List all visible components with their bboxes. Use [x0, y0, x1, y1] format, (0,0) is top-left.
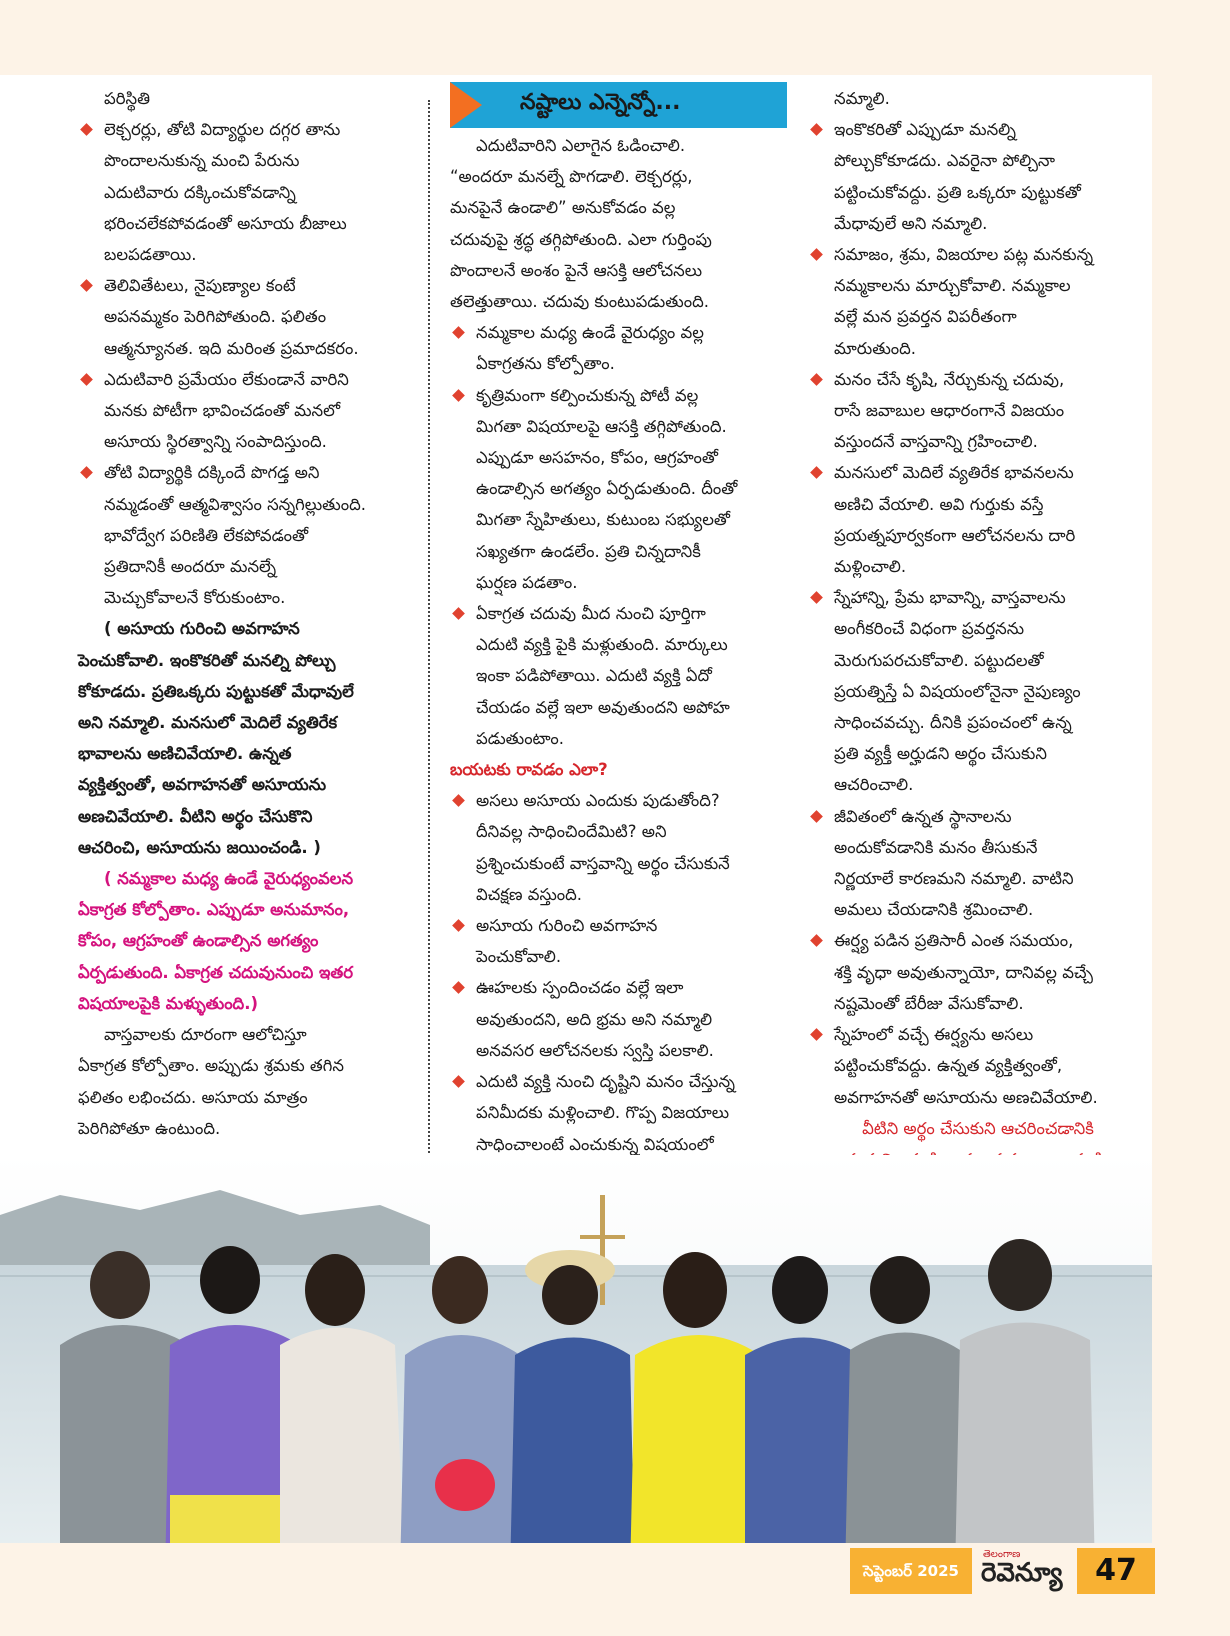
text-line: పరిస్థితి	[104, 89, 151, 108]
text-line: నమ్మడంతో ఆత్మవిశ్వాసం సన్నగిల్లుతుంది.	[104, 494, 366, 514]
highlight-paragraph	[78, 863, 398, 1019]
text-line: విషయాలపైకి మళ్ళుతుంది.)	[78, 993, 259, 1013]
text-line: మేధావులే అని నమ్మాలి.	[834, 213, 988, 233]
text-line: మనం చేసే కృషి, నేర్చుకున్న చదువు,	[834, 369, 1065, 389]
text-line: అవగాహనతో అసూయను అణచివేయాలి.	[834, 1087, 1098, 1107]
column-3	[808, 83, 1148, 1206]
text-line: ఎప్పుడూ అసహనం, కోపం, ఆగ్రహంతో	[476, 448, 719, 468]
text-line: ఏర్పడుతుంది. ఏకాగ్రత చదువునుంచి ఇతర	[78, 962, 354, 982]
text-line: తెలివితేటలు, నైపుణ్యాల కంటే	[104, 276, 296, 296]
text-line: దీనివల్ల సాధించిందేమిటి? అని	[476, 822, 667, 842]
text-line: ఏకాగ్రత కోల్పోతాం. ఎప్పుడూ అనుమానం,	[78, 900, 350, 920]
text-line: నమ్మాలి.	[834, 89, 890, 108]
banner-title: నష్టాలు ఎన్నెన్నో...	[520, 90, 681, 115]
text-line: అమలు చేయడానికి శ్రమించాలి.	[834, 900, 1034, 920]
text-line: పెంచుకోవాలి. ఇంకొకరితో మనల్ని పోల్చు	[78, 650, 336, 670]
page-number: 47	[1077, 1548, 1155, 1594]
magazine-brand	[977, 1548, 1077, 1594]
text-line: పోల్చుకోకూడదు. ఎవరైనా పోల్చినా	[834, 151, 1056, 171]
text-line: స్నేహంలో వచ్చే ఈర్ష్యను అసలు	[834, 1025, 1034, 1045]
text-line: ఇంకా పడిపోతాయి. ఎదుటి వ్యక్తి ఏదో	[476, 666, 712, 686]
text-line: పట్టించుకోవద్దు. ఉన్నత వ్యక్తిత్వంతో,	[834, 1056, 1063, 1076]
text-line: అసూయ గురించి అవగాహన	[476, 916, 658, 936]
text-line: పొందాలనే అంశం పైనే ఆసక్తి ఆలోచనలు	[450, 260, 703, 280]
text-line: అందుకోవడానికి మనం తీసుకునే	[834, 837, 1038, 857]
text-line: ( అసూయ గురించి అవగాహన	[104, 619, 300, 639]
text-line: ఊహలకు స్పందించడం వల్లే ఇలా	[476, 978, 684, 998]
text-line: వీటిని అర్థం చేసుకుని ఆచరించడానికి	[862, 1118, 1094, 1138]
text-line: ప్రతి వ్యక్తీ అర్హుడని అర్థం చేసుకుని	[834, 744, 1047, 764]
text-line: “అందరూ మనల్నే పొగడాలి. లెక్చరర్లు,	[450, 167, 693, 187]
text-line: భావోద్వేగ పరిణితి లేకపోవడంతో	[104, 525, 309, 545]
text-line: పనిమీదకు మళ్లించాలి. గొప్ప విజయాలు	[476, 1103, 730, 1123]
article-page	[0, 75, 1152, 1543]
text-line: సాధించాలంటే ఎంచుకున్న విషయంలో	[476, 1134, 714, 1154]
friends-illustration	[0, 1155, 1152, 1543]
text-line: మనసులో మెదిలే వ్యతిరేక భావనలను	[834, 463, 1074, 483]
bullet-item	[450, 380, 790, 598]
issue-date: సెప్టెంబర్ 2025	[850, 1548, 972, 1594]
text-line: ప్రయత్నపూర్వకంగా ఆలోచనలను దారి	[834, 525, 1076, 545]
bullet-item	[450, 910, 790, 972]
text-line: ఎదుటివారు దక్కించుకోవడాన్ని	[104, 182, 296, 202]
brand-small-text: తెలంగాణ	[983, 1549, 1021, 1560]
bullet-item	[808, 1019, 1148, 1113]
column-divider	[428, 100, 430, 1200]
text-line: నమ్మకాలను మార్చుకోవాలి. నమ్మకాల	[834, 276, 1071, 296]
text-line: పొందాలనుకున్న మంచి పేరును	[104, 151, 300, 171]
text-line: వస్తుందనే వాస్తవాన్ని గ్రహించాలి.	[834, 432, 1038, 452]
text-line: ( నమ్మకాల మధ్య ఉండే వైరుధ్యంవలన	[104, 869, 354, 889]
bullet-item	[450, 785, 790, 910]
text-line: అణిచి వేయాలి. అవి గుర్తుకు వస్తే	[834, 494, 1044, 514]
bullet-item	[808, 582, 1148, 800]
bullet-item	[78, 114, 398, 270]
text-line: ఫలితం లభించదు. అసూయ మాత్రం	[78, 1087, 308, 1107]
text-line: కోపం, ఆగ్రహంతో ఉండాల్సిన అగత్యం	[78, 931, 319, 951]
arrow-icon	[450, 82, 482, 128]
text-line: జీవితంలో ఉన్నత స్థానాలను	[834, 806, 1012, 826]
paragraph	[78, 1019, 398, 1144]
bullet-item	[78, 270, 398, 364]
text-line: వాస్తవాలకు దూరంగా ఆలోచిస్తూ	[104, 1025, 307, 1045]
text-line: అంగీకరించే విధంగా ప్రవర్తనను	[834, 619, 1025, 639]
text-line: మళ్లించాలి.	[834, 557, 907, 577]
bullet-item	[78, 457, 398, 613]
text-line: భరించలేకపోవడంతో అసూయ బీజాలు	[104, 213, 347, 233]
text-line: పట్టించుకోవద్దు. ప్రతి ఒక్కరూ పుట్టుకతో	[834, 182, 1081, 202]
text-line: కృత్రిమంగా కల్పించుకున్న పోటీ వల్ల	[476, 385, 699, 405]
text-line: ఇంకొకరితో ఎప్పుడూ మనల్ని	[834, 120, 1016, 140]
text-line: ఆత్మన్యూనత. ఇది మరింత ప్రమాదకరం.	[104, 338, 359, 358]
brand-name: రెవెన్యూ	[981, 1558, 1063, 1588]
bullet-item	[808, 114, 1148, 239]
text-line: ప్రతిదానికీ అందరూ మనల్నే	[104, 557, 277, 577]
text-line: పెరిగిపోతూ ఉంటుంది.	[78, 1118, 221, 1138]
text-line: తలెత్తుతాయి. చదువు కుంటుపడుతుంది.	[450, 292, 710, 312]
text-line: బలపడతాయి.	[104, 245, 197, 265]
text-line: ఘర్షణ పడతాం.	[476, 572, 578, 592]
text-line: స్నేహాన్ని, ప్రేమ భావాన్ని, వాస్తవాలను	[834, 588, 1066, 608]
text-line: అపనమ్మకం పెరిగిపోతుంది. ఫలితం	[104, 307, 327, 327]
text-line: మిగతా విషయాలపై ఆసక్తి తగ్గిపోతుంది.	[476, 416, 727, 436]
text-line: ఎదుటివారిని ఎలాగైన ఓడించాలి.	[476, 136, 686, 155]
text-line: చేయడం వల్లే ఇలా అవుతుందని అపోహ	[476, 697, 730, 717]
text-line: ప్రయత్నిస్తే ఏ విషయంలోనైనా నైపుణ్యం	[834, 681, 1081, 701]
bullet-item	[808, 364, 1148, 458]
text-line: మనకు పోటీగా భావించడంతో మనలో	[104, 401, 341, 421]
bullet-item	[450, 972, 790, 1066]
text-line: కోకూడదు. ప్రతిఒక్కరు పుట్టుకతో మేధావులే	[78, 681, 354, 701]
friends-photo	[0, 1155, 1152, 1543]
summary-paragraph	[78, 613, 398, 863]
text-line: అసూయ స్థిరత్వాన్ని సంపాదిస్తుంది.	[104, 432, 327, 452]
text-line: ఎదుటివారి ప్రమేయం లేకుండానే వారిని	[104, 369, 349, 389]
text-line: అనవసర ఆలోచనలకు స్వస్తి పలకాలి.	[476, 1040, 714, 1060]
column-2	[450, 130, 790, 1191]
text-line: అణచివేయాలి. వీటిని అర్థం చేసుకొని	[78, 806, 313, 826]
text-line: అసలు అసూయ ఎందుకు పుడుతోంది?	[476, 791, 720, 811]
bullet-item	[808, 925, 1148, 1019]
paragraph	[450, 130, 790, 317]
text-line: ఏకాగ్రత కోల్పోతాం. అప్పుడు శ్రమకు తగిన	[78, 1056, 344, 1076]
text-line: మెచ్చుకోవాలనే కోరుకుంటాం.	[104, 588, 286, 608]
text-line: మనపైనే ఉండాలి” అనుకోవడం వల్ల	[450, 198, 676, 218]
text-line: సాధించవచ్చు. దీనికి ప్రపంచంలో ఉన్న	[834, 713, 1072, 733]
text-line: అవుతుందని, అది భ్రమ అని నమ్మాలి	[476, 1009, 713, 1029]
text-line: చదువుపై శ్రద్ధ తగ్గిపోతుంది. ఎలా గుర్తింపు	[450, 229, 712, 249]
bullet-item	[808, 239, 1148, 364]
text-line: ప్రశ్నించుకుంటే వాస్తవాన్ని అర్థం చేసుకునే	[476, 853, 730, 873]
text-line: మారుతుంది.	[834, 338, 917, 358]
bullet-item	[450, 598, 790, 754]
text-line: ఈర్ష్య పడిన ప్రతిసారీ ఎంత సమయం,	[834, 931, 1074, 951]
text-line: ఏకాగ్రతను కోల్పోతాం.	[476, 354, 615, 374]
text-line: నష్టమెంతో బేరీజు వేసుకోవాలి.	[834, 993, 1024, 1013]
text-line: పెంచుకోవాలి.	[476, 947, 562, 967]
text-line: సఖ్యతగా ఉండలేం. ప్రతి చిన్నదానికీ	[476, 541, 701, 561]
text-line: ఆచరించాలి.	[834, 775, 914, 795]
text-line: వ్యక్తిత్వంతో, అవగాహనతో అసూయను	[78, 775, 327, 795]
text-line: భావాలను అణిచివేయాలి. ఉన్నత	[78, 744, 292, 764]
bullet-item	[450, 317, 790, 379]
column-1	[78, 83, 398, 1144]
section-banner	[450, 82, 787, 128]
text-line: ఏకాగ్రత చదువు మీద నుంచి పూర్తిగా	[476, 604, 706, 624]
text-line: సమాజం, శ్రమ, విజయాల పట్ల మనకున్న	[834, 245, 1094, 265]
text-line: నిర్ణయాలే కారణమని నమ్మాలి. వాటిని	[834, 869, 1074, 889]
text-line: శక్తి వృధా అవుతున్నాయో, దానివల్ల వచ్చే	[834, 962, 1093, 982]
section-subheading: బయటకు రావడం ఎలా?	[450, 760, 608, 780]
text-line: అని నమ్మాలి. మనసులో మెదిలే వ్యతిరేక	[78, 713, 338, 733]
text-line: తోటి విద్యార్థికి దక్కిందే పొగడ్త అని	[104, 463, 320, 483]
text-line: ఆచరించి, అసూయను జయించండి. )	[78, 837, 321, 857]
bullet-item	[808, 457, 1148, 582]
text-line: రాసే జవాబుల ఆధారంగానే విజయం	[834, 401, 1065, 421]
text-line: లెక్చరర్లు, తోటి విద్యార్థుల దగ్గర తాను	[104, 120, 341, 140]
text-line: పడుతుంటాం.	[476, 728, 565, 748]
text-line: ఉండాల్సిన అగత్యం ఏర్పడుతుంది. దీంతో	[476, 479, 738, 499]
text-line: నమ్మకాల మధ్య ఉండే వైరుధ్యం వల్ల	[476, 323, 704, 343]
text-line: విచక్షణ వస్తుంది.	[476, 884, 583, 904]
text-line: మిగతా స్నేహితులు, కుటుంబ సభ్యులతో	[476, 510, 731, 530]
bullet-item	[808, 801, 1148, 926]
text-line: ఎదుటి వ్యక్తి నుంచి దృష్టిని మనం చేస్తున్న	[476, 1072, 735, 1092]
text-line: మెరుగుపరచుకోవాలి. పట్టుదలతో	[834, 650, 1044, 670]
bullet-item	[78, 364, 398, 458]
text-line: ఎదుటి వ్యక్తి పైకి మళ్లుతుంది. మార్కులు	[476, 635, 728, 655]
text-line: వల్లే మన ప్రవర్తన విపరీతంగా	[834, 307, 1017, 327]
